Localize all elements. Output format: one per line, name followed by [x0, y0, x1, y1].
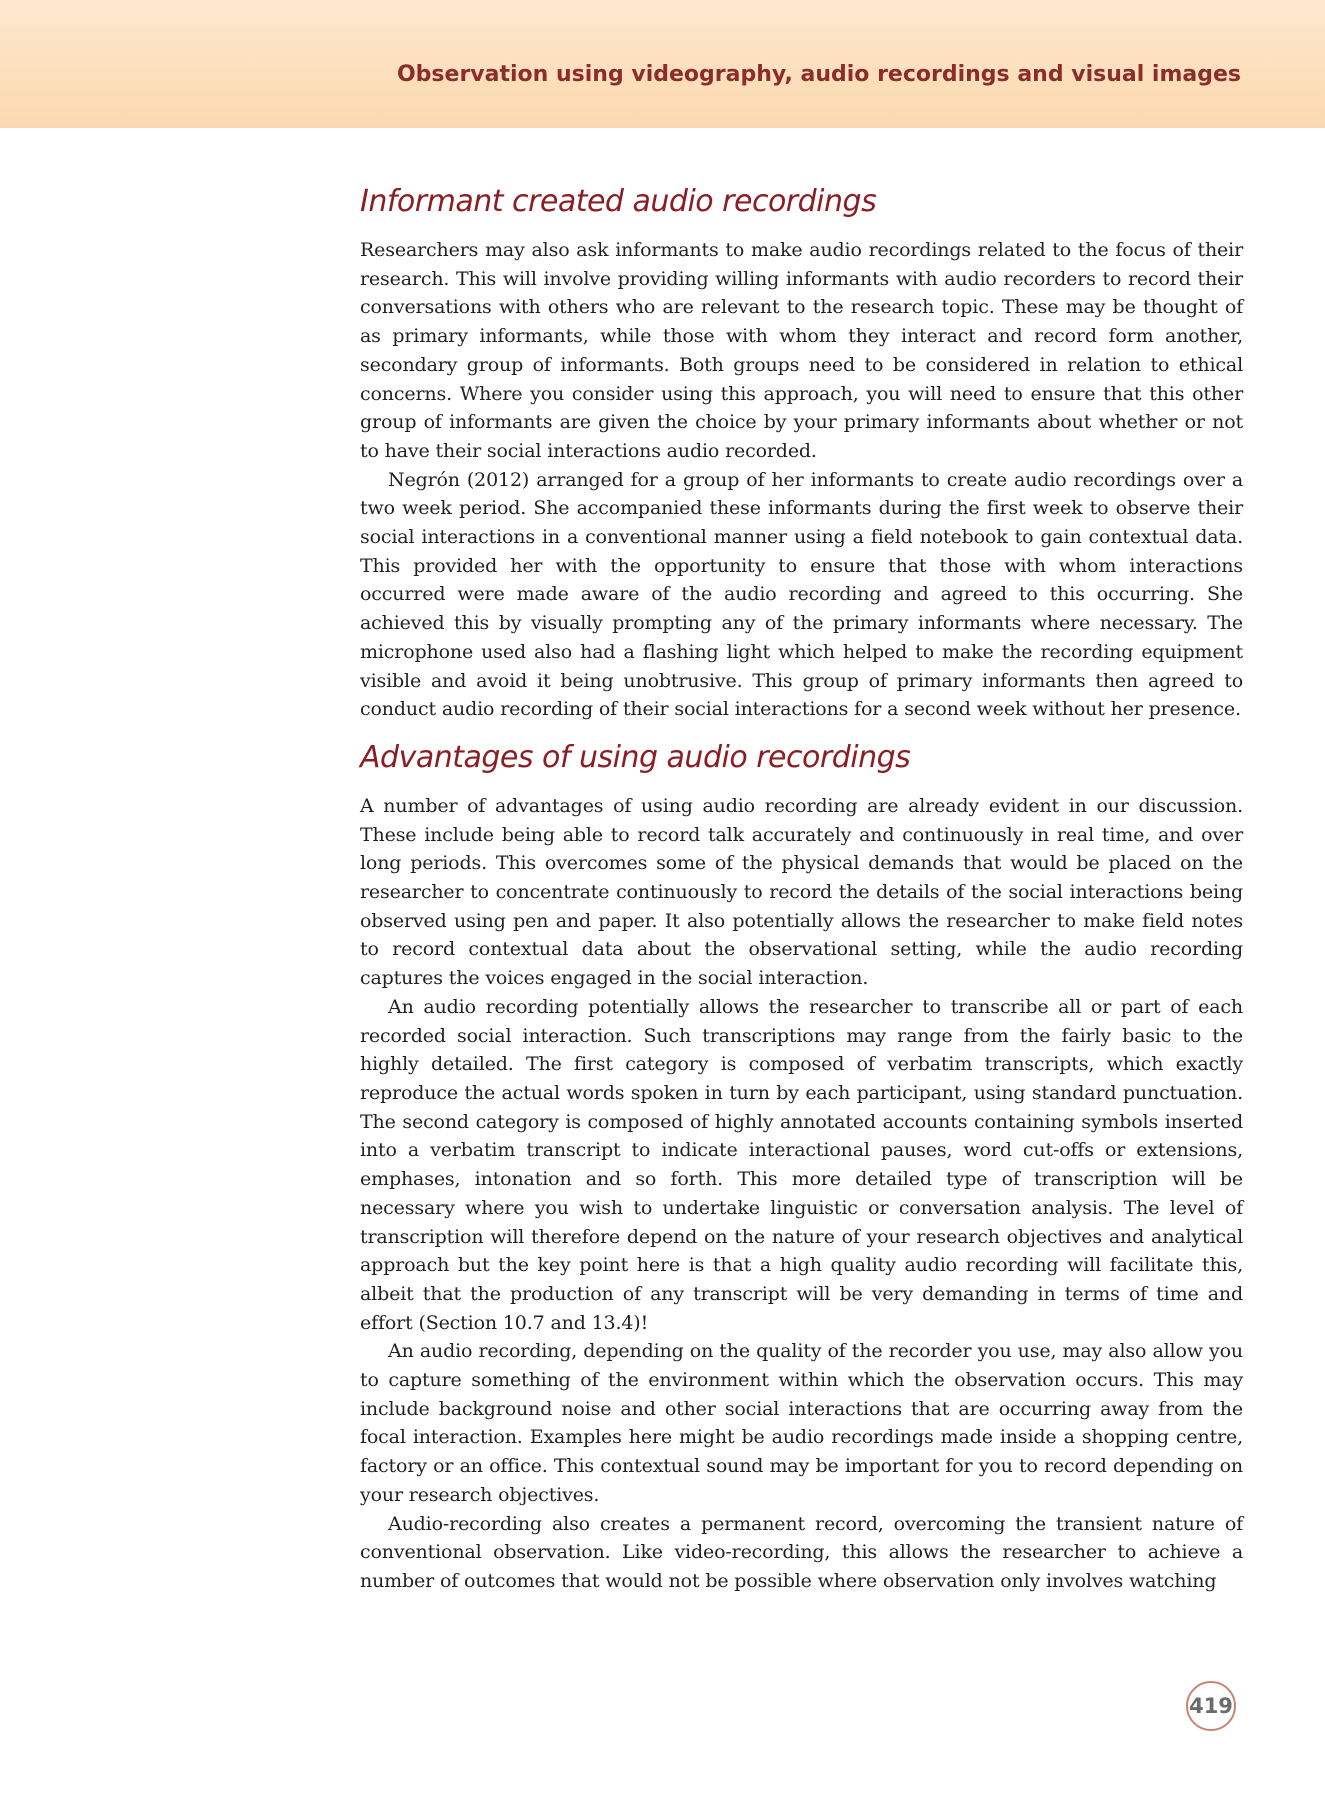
body-paragraph: An audio recording potentially allows the researcher to transcribe all or part of each recorded social interaction. Such transcriptions may range from the fairly basic to the highly detailed. The first category is composed of verbatim transcripts, which exactly reproduce the actual words spoken in turn by each participant, using standard punctuation. The second category is composed of highly annotated accounts containing symbols inserted into a verbatim transcript to indicate interactional pauses, word cut-offs or extensions, emphases, intonation and so forth. This more detailed type of transcription will be necessary where you wish to undertake linguistic or conversation analysis. The level of transcription will therefore depend on the nature of your research objectives and analytical approach but the key point here is that a high quality audio recording will facilitate this, albeit that the production of any transcript will be very demanding in terms of time and effort (Section 10.7 and 13.4)!: [360, 995, 1243, 1334]
body-paragraph: Negrón (2012) arranged for a group of her informants to create audio recordings over a two week period. She accompanied these informants during the first week to observe their social interactions in a conventional manner using a field notebook to gain contextual data. This provided her with the opportunity to ensure that those with whom interactions occurred were made aware of the audio recording and agreed to this occurring. She achieved this by visually prompting any of the primary informants where necessary. The microphone used also had a flashing light which helped to make the recording equipment visible and avoid it being unobtrusive. This group of primary informants then agreed to conduct audio recording of their social interactions for a second week without her presence.: [360, 468, 1243, 721]
section-advantages-of-audio-recordings: [360, 738, 1243, 1596]
section-heading: Informant created audio recordings: [360, 184, 877, 219]
page-content: [360, 182, 1243, 1596]
section-informant-created-audio-recordings: [360, 182, 1243, 724]
section-heading: Advantages of using audio recordings: [360, 739, 911, 775]
body-paragraph: An audio recording, depending on the quality of the recorder you use, may also allow you to capture something of the environment within which the observation occurs. This may include background noise and other social interactions that are occurring away from the focal interaction. Examples here might be audio recordings made inside a shopping centre, factory or an office. This contextual sound may be important for you to record depending on your research objectives.: [360, 1340, 1243, 1506]
body-paragraph: A number of advantages of using audio recording are already evident in our discussion. These include being able to record talk accurately and continuously in real time, and over long periods. This overcomes some of the physical demands that would be placed on the researcher to concentrate continuously to record the details of the social interactions being observed using pen and paper. It also potentially allows the researcher to make field notes to record contextual data about the observational setting, while the audio recording captures the voices engaged in the social interaction.: [360, 794, 1243, 990]
page-number: 419: [1186, 1681, 1236, 1731]
running-head: Observation using videography, audio recordings and visual images: [396, 62, 1241, 87]
body-paragraph: Audio-recording also creates a permanent record, overcoming the transient nature of conventional observation. Like video-recording, this allows the researcher to achieve a number of outcomes that would not be possible where observation only involves watching: [360, 1512, 1243, 1592]
body-paragraph: Researchers may also ask informants to make audio recordings related to the focus of their research. This will involve providing willing informants with audio recorders to record their conversations with others who are relevant to the research topic. These may be thought of as primary informants, while those with whom they interact and record form another, secondary group of informants. Both groups need to be considered in relation to ethical concerns. Where you consider using this approach, you will need to ensure that this other group of informants are given the choice by your primary informants about whether or not to have their social interactions audio recorded.: [360, 239, 1243, 462]
header-band: [0, 0, 1325, 128]
